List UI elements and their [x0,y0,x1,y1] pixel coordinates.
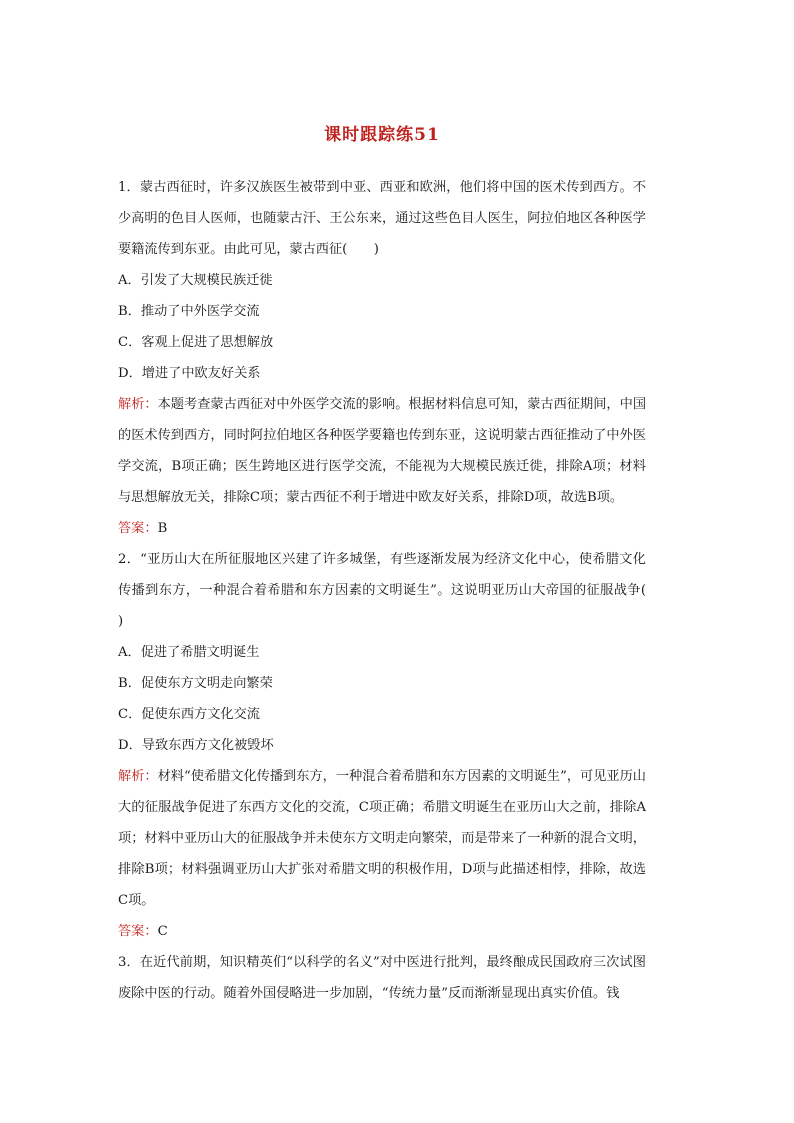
answer-value: B [157,521,168,536]
analysis [118,389,646,513]
option-c: C．客观上促进了思想解放 [118,335,274,350]
document-page [118,120,673,1009]
analysis [118,761,646,916]
option-b: B．促使东方文明走向繁荣 [118,676,273,691]
answer-value: C [157,924,168,939]
option-d: D．增进了中欧友好关系 [118,366,261,381]
question-3 [118,947,646,1009]
option-b: B．推动了中外医学交流 [118,304,260,319]
answer-label: 答案： [118,924,158,939]
question-1 [118,172,646,544]
question-stem: 2．“亚历山大在所征服地区兴建了许多城堡，有些逐渐发展为经济文化中心，使希腊文化传播到东方，一种混合着希腊和东方因素的文明诞生”。这说明亚历山大帝国的征服战争( ) [118,552,673,629]
analysis-label: 解析： [118,769,158,784]
option-a: A．促进了希腊文明诞生 [118,645,260,660]
page-title: 课时跟踪练51 [324,125,440,145]
option-c: C．促使东西方文化交流 [118,707,260,722]
analysis-text: 本题考查蒙古西征对中外医学交流的影响。根据材料信息可知，蒙古西征期间，中国的医术传到西方，同时阿拉伯地区各种医学要籍也传到东亚，这说明蒙古西征推动了中外医学交流，B项正确；医生跨地区进行医学交流，不能视为大规模民族迁徙，排除A项；材料与思想解放无关，排除C项；蒙古西征不利于增进中欧友好关系，排除D项，故选B项。 [118,397,647,505]
option-d: D．导致东西方文化被毁坏 [118,738,274,753]
answer [118,916,646,947]
question-stem: 3．在近代前期，知识精英们“以科学的名义”对中医进行批判，最终酿成民国政府三次试图废除中医的行动。随着外国侵略进一步加剧，“传统力量”反而渐渐显现出真实价值。钱 [118,955,646,1001]
answer [118,513,646,544]
answer-label: 答案： [118,521,158,536]
analysis-label: 解析： [118,397,158,412]
analysis-text: 材料“使希腊文化传播到东方，一种混合着希腊和东方因素的文明诞生”，可见亚历山大的征服战争促进了东西方文化的交流，C项正确；希腊文明诞生在亚历山大之前，排除A项；材料中亚历山大的征服战争并未使东方文明走向繁荣，而是带来了一种新的混合文明，排除B项；材料强调亚历山大扩张对希腊文明的积极作用，D项与此描述相悖，排除，故选C项。 [118,769,646,908]
question-2 [118,544,673,947]
option-a: A．引发了大规模民族迁徙 [118,273,273,288]
question-stem: 1．蒙古西征时，许多汉族医生被带到中亚、西亚和欧洲，他们将中国的医术传到西方。不少高明的色目人医师，也随蒙古汗、王公东来，通过这些色目人医生，阿拉伯地区各种医学要籍流传到东亚。由此可见，蒙古西征( ) [118,180,646,257]
